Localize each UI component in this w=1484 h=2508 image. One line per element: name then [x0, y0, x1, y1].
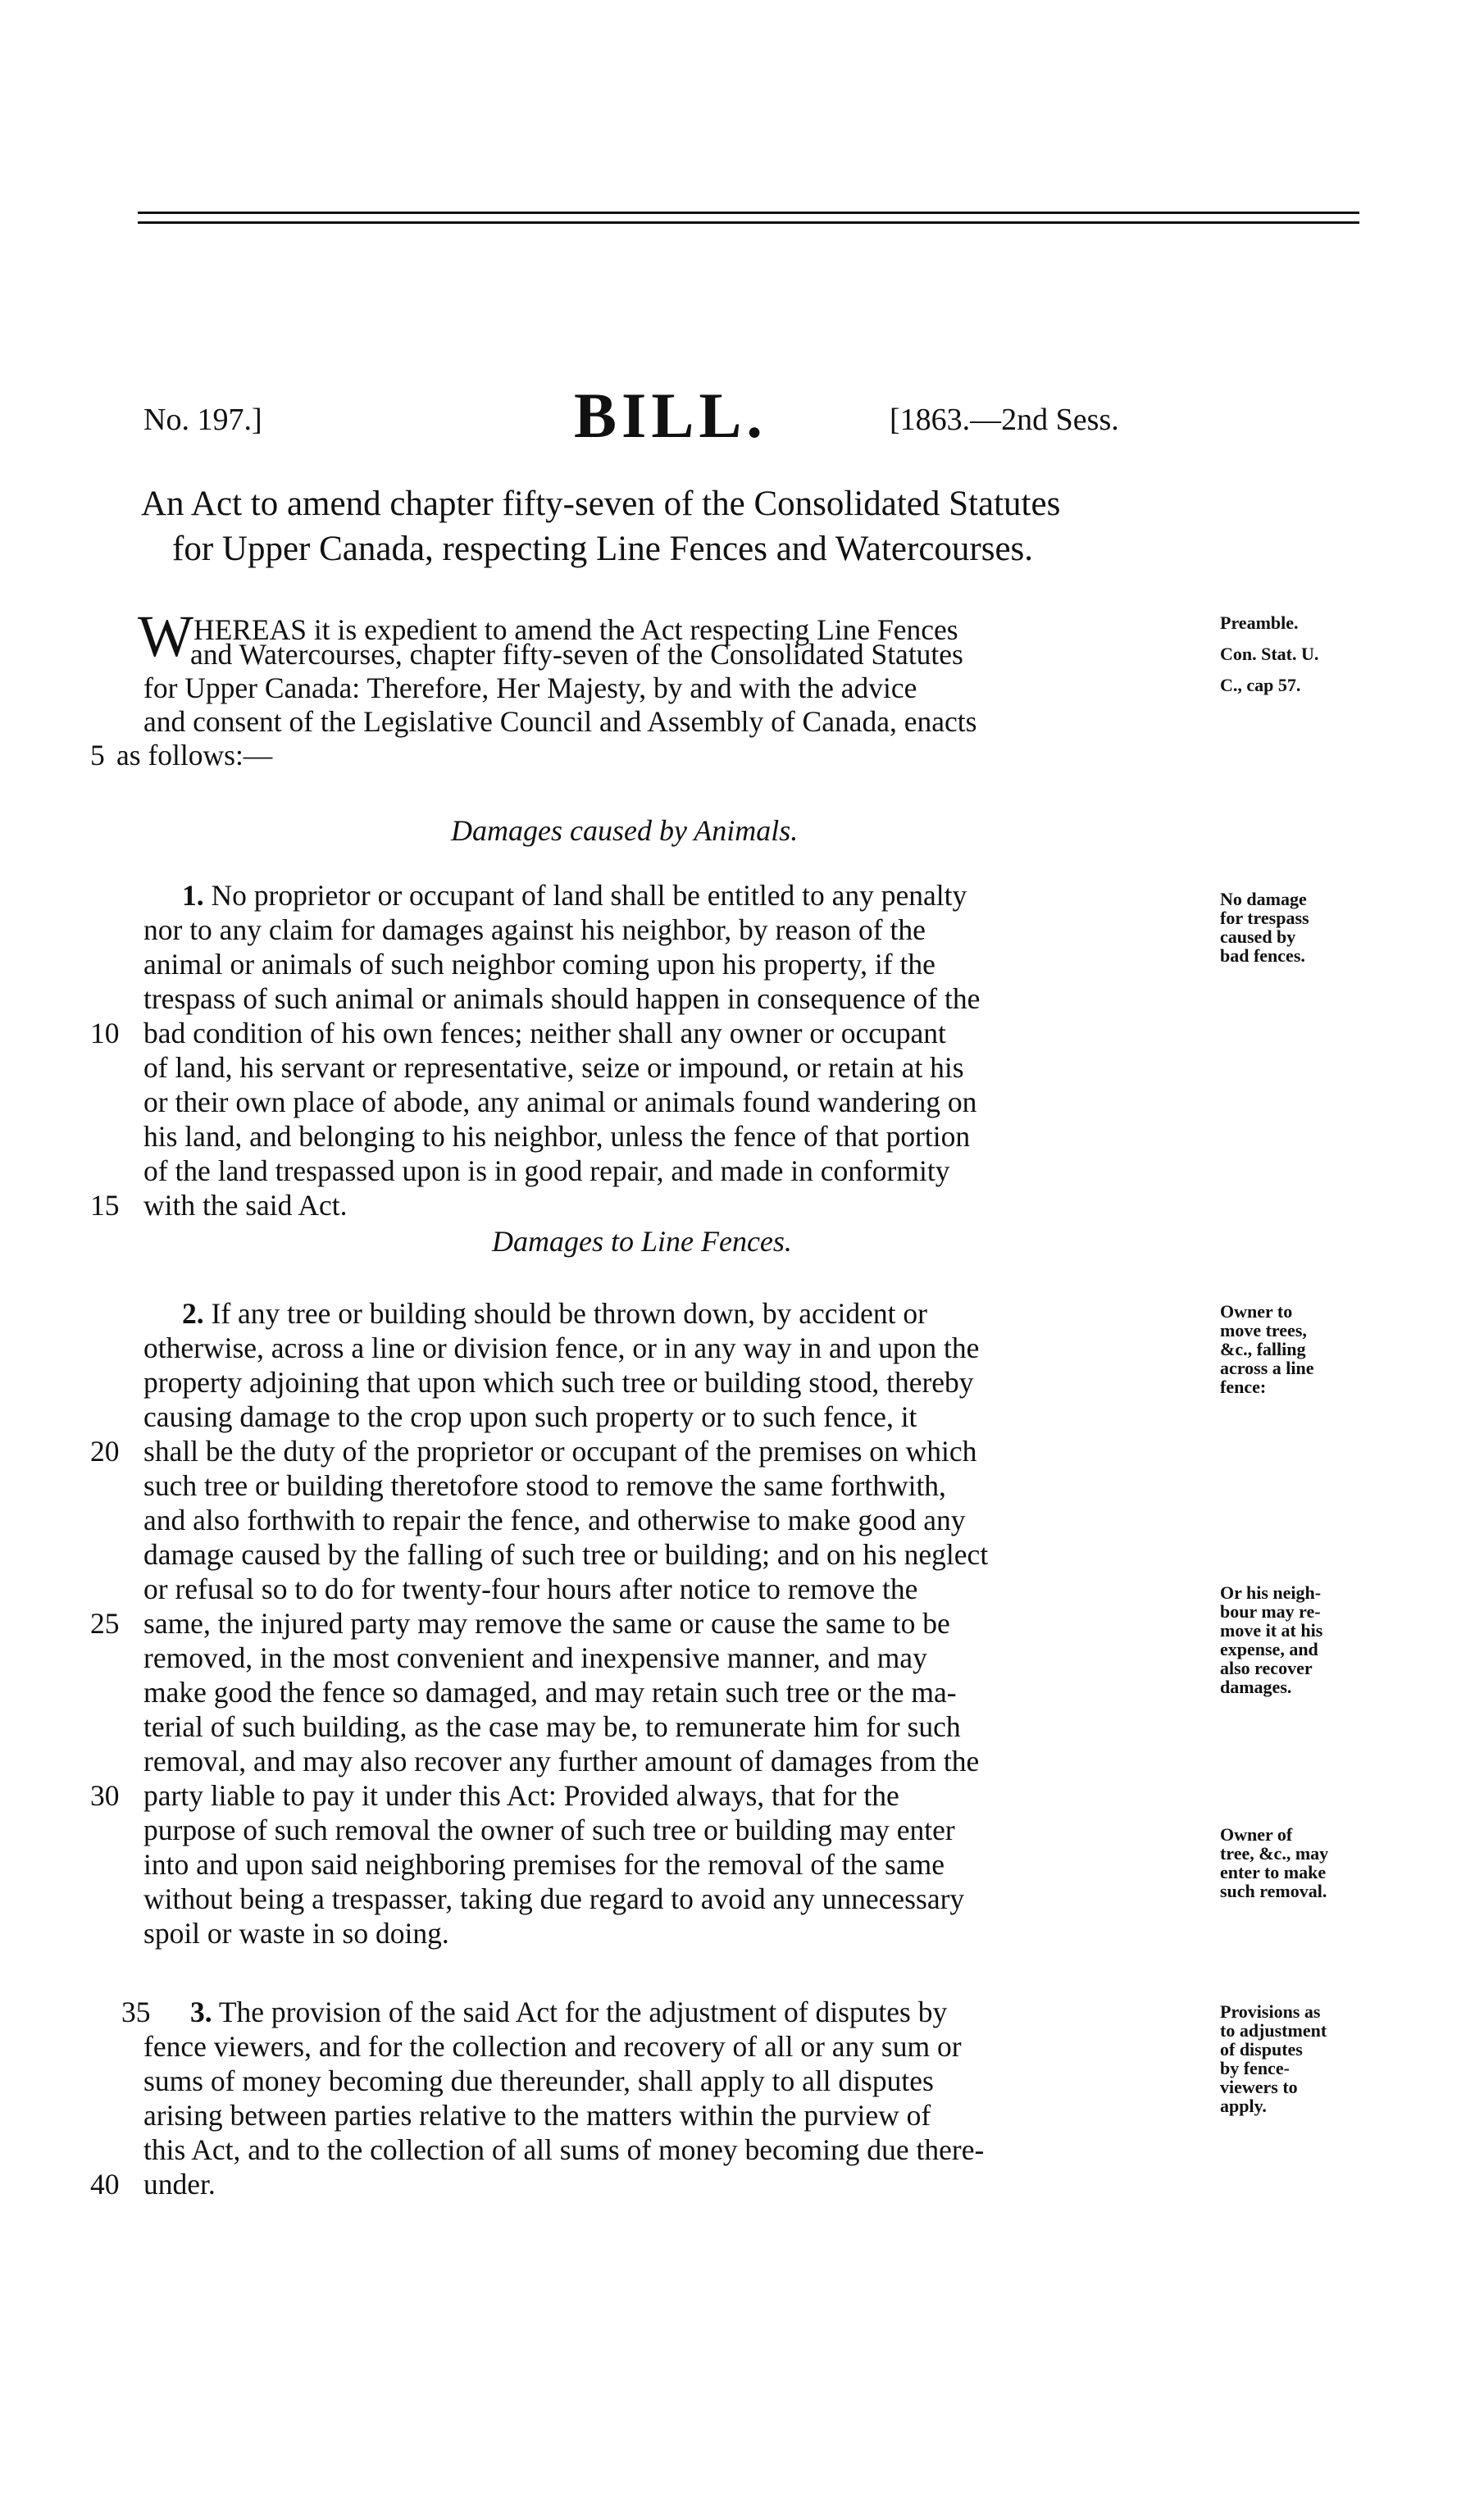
section-number: 3.: [190, 1996, 212, 2028]
section-heading-animals: Damages caused by Animals.: [451, 814, 799, 847]
preamble-line: as follows:—: [116, 739, 273, 772]
section-2-line: and also forthwith to repair the fence, and otherwise to make good any: [143, 1504, 966, 1536]
section-2-line: party liable to pay it under this Act: Provided always, that for the: [143, 1779, 899, 1812]
drop-cap: W: [138, 603, 193, 669]
section-2-line: causing damage to the crop upon such property or to such fence, it: [143, 1400, 917, 1433]
section-number: 2.: [182, 1297, 204, 1330]
section-2-line: make good the fence so damaged, and may retain such tree or the ma-: [143, 1676, 957, 1709]
section-3-line: 3. The provision of the said Act for the adjustment of disputes by: [190, 1996, 948, 2028]
preamble-line: for Upper Canada: Therefore, Her Majesty, by and with the advice: [143, 671, 917, 704]
section-1-line: bad condition of his own fences; neither shall any owner or occupant: [143, 1017, 946, 1049]
section-2-line: or refusal so to do for twenty-four hours after notice to remove the: [143, 1573, 918, 1605]
preamble-line: WHEREAS it is expedient to amend the Act respecting Line Fences: [138, 603, 958, 669]
preamble-line: and Watercourses, chapter fifty-seven of the Consolidated Statutes: [190, 638, 963, 671]
section-3-line: this Act, and to the collection of all sums of money becoming due there-: [143, 2133, 985, 2166]
line-number: 25: [90, 1607, 120, 1640]
bill-heading: BILL.: [574, 380, 767, 451]
section-3-line: fence viewers, and for the collection and recovery of all or any sum or: [143, 2030, 962, 2063]
line-number: 30: [90, 1779, 120, 1812]
section-1-line: of land, his servant or representative, seize or impound, or retain at his: [143, 1051, 964, 1084]
section-2-line: removal, and may also recover any further amount of damages from the: [143, 1745, 980, 1777]
section-2-line: into and upon said neighboring premises for the removal of the same: [143, 1848, 945, 1881]
line-number: 15: [90, 1189, 120, 1222]
section-3-line: sums of money becoming due thereunder, shall apply to all disputes: [143, 2064, 934, 2097]
line-number: 10: [90, 1017, 120, 1049]
line-number: 5: [90, 739, 105, 772]
section-1-line: trespass of such animal or animals should happen in consequence of the: [143, 982, 981, 1015]
section-3-line: arising between parties relative to the matters within the purview of: [143, 2099, 931, 2132]
top-rule-second: [138, 221, 1359, 224]
section-heading-fences: Damages to Line Fences.: [492, 1225, 792, 1258]
section-1-line: with the said Act.: [143, 1189, 348, 1222]
section-2-line: shall be the duty of the proprietor or occupant of the premises on which: [143, 1435, 977, 1468]
line-number: 35: [121, 1996, 151, 2028]
section-2-line: terial of such building, as the case may be, to remunerate him for such: [143, 1710, 961, 1743]
section-2-line: spoil or waste in so doing.: [143, 1917, 449, 1950]
section-2-line: 2. If any tree or building should be thrown down, by accident or: [182, 1297, 927, 1330]
top-rule: [138, 212, 1359, 214]
section-number: 1.: [182, 879, 204, 912]
section-2-line: purpose of such removal the owner of such tree or building may enter: [143, 1814, 955, 1846]
section-1-line: animal or animals of such neighbor coming upon his property, if the: [143, 948, 935, 981]
section-2-line: otherwise, across a line or division fence, or in any way in and upon the: [143, 1331, 980, 1364]
section-2-line: property adjoining that upon which such tree or building stood, thereby: [143, 1366, 974, 1399]
margin-note-section-2a: Owner to move trees, &c., falling across a line fence:: [1220, 1301, 1314, 1397]
line-number: 40: [90, 2168, 120, 2201]
section-2-line: damage caused by the falling of such tree or building; and on his neglect: [143, 1538, 989, 1571]
bill-number: No. 197.]: [143, 403, 262, 437]
preamble-line: and consent of the Legislative Council and Assembly of Canada, enacts: [143, 705, 977, 738]
section-2-line: removed, in the most convenient and inexpensive manner, and may: [143, 1641, 927, 1674]
section-2-line: such tree or building theretofore stood to remove the same forthwith,: [143, 1469, 946, 1502]
section-1-line: of the land trespassed upon is in good repair, and made in conformity: [143, 1154, 950, 1187]
section-1-line: or their own place of abode, any animal or animals found wandering on: [143, 1086, 977, 1118]
section-2-line: same, the injured party may remove the same or cause the same to be: [143, 1607, 950, 1640]
section-1-line: 1. No proprietor or occupant of land shall be entitled to any penalty: [182, 879, 967, 912]
section-1-line: his land, and belonging to his neighbor, unless the fence of that portion: [143, 1120, 971, 1153]
line-number: 20: [90, 1435, 120, 1468]
margin-note-section-2b: Or his neigh- bour may re- move it at his expense, and also recover damages.: [1220, 1582, 1323, 1697]
section-2-line: without being a trespasser, taking due regard to avoid any unnecessary: [143, 1882, 965, 1915]
margin-note-section-1: No damage for trespass caused by bad fences.: [1220, 889, 1309, 966]
margin-note-section-3: Provisions as to adjustment of disputes by fence- viewers to apply.: [1220, 2001, 1327, 2116]
section-1-line: nor to any claim for damages against his neighbor, by reason of the: [143, 913, 926, 946]
act-title-line-2: for Upper Canada, respecting Line Fences and Watercourses.: [172, 530, 1034, 568]
margin-note-section-2c: Owner of tree, &c., may enter to make such removal.: [1220, 1824, 1329, 1901]
act-title-line-1: An Act to amend chapter fifty-seven of the Consolidated Statutes: [141, 485, 1061, 523]
margin-note-preamble: Preamble. Con. Stat. U. C., cap 57.: [1220, 612, 1319, 695]
section-3-line: under.: [143, 2168, 216, 2201]
session-label: [1863.—2nd Sess.: [890, 403, 1119, 437]
